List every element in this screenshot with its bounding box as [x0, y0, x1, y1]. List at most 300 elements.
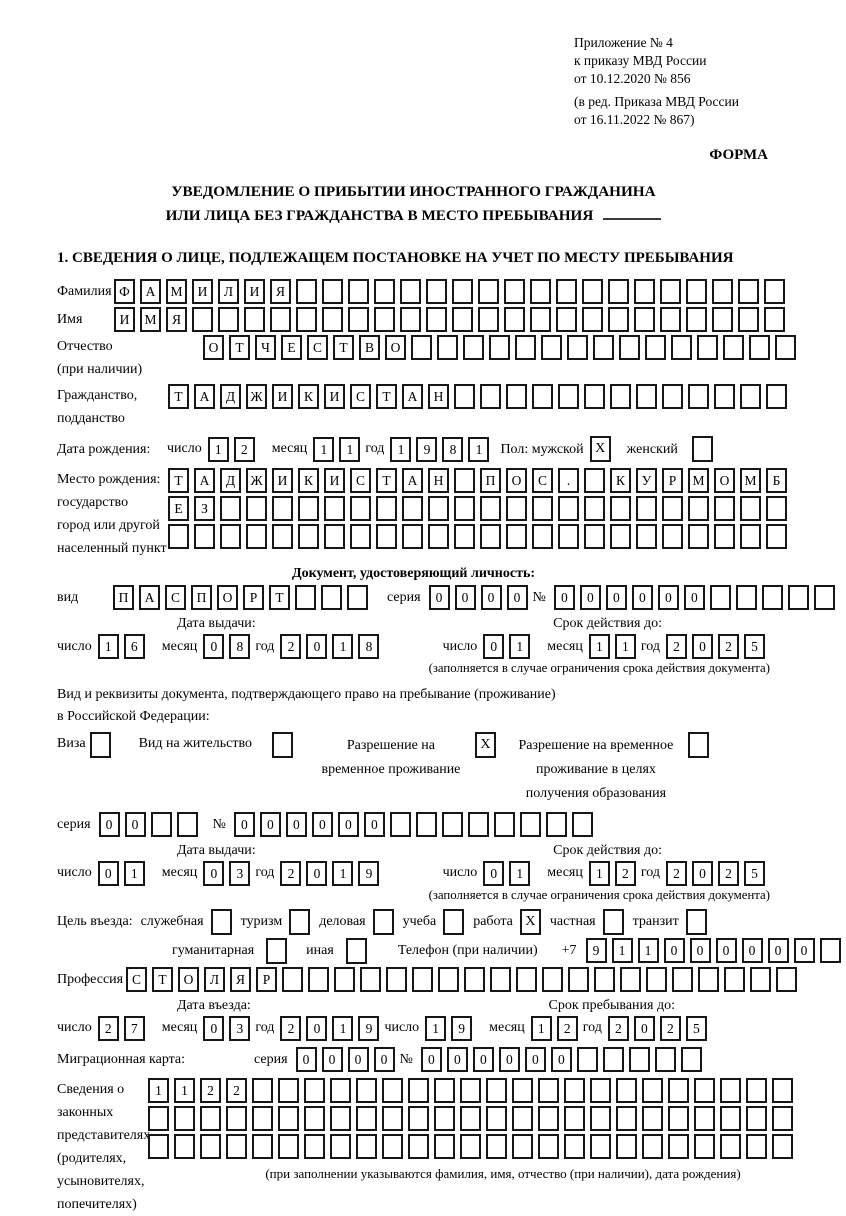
char-cell[interactable]: [608, 307, 629, 332]
char-cell[interactable]: [538, 1134, 559, 1159]
char-cell[interactable]: [437, 335, 458, 360]
char-cell[interactable]: [416, 812, 437, 837]
char-cell[interactable]: О: [714, 468, 735, 493]
char-cell[interactable]: [426, 279, 447, 304]
char-cell[interactable]: С: [165, 585, 186, 610]
char-cell[interactable]: [564, 1106, 585, 1131]
char-cell[interactable]: [740, 384, 761, 409]
char-cell[interactable]: Т: [333, 335, 354, 360]
char-cell[interactable]: И: [324, 468, 345, 493]
char-cell[interactable]: 1: [98, 634, 119, 659]
char-cell[interactable]: [712, 307, 733, 332]
char-cell[interactable]: [220, 524, 241, 549]
char-cell[interactable]: 0: [99, 812, 120, 837]
char-cell[interactable]: 3: [229, 861, 250, 886]
char-cell[interactable]: [772, 1134, 793, 1159]
char-cell[interactable]: 1: [390, 437, 411, 462]
char-cell[interactable]: [382, 1134, 403, 1159]
char-cell[interactable]: [504, 279, 525, 304]
char-cell[interactable]: [324, 496, 345, 521]
char-cell[interactable]: [530, 279, 551, 304]
char-cell[interactable]: [546, 812, 567, 837]
char-cell[interactable]: [200, 1134, 221, 1159]
char-cell[interactable]: [668, 1134, 689, 1159]
char-cell[interactable]: [720, 1078, 741, 1103]
char-cell[interactable]: 2: [718, 634, 739, 659]
purpose-business-checkbox[interactable]: [373, 909, 394, 935]
char-cell[interactable]: [532, 524, 553, 549]
char-cell[interactable]: 0: [421, 1047, 442, 1072]
char-cell[interactable]: [356, 1078, 377, 1103]
char-cell[interactable]: [564, 1078, 585, 1103]
char-cell[interactable]: А: [194, 468, 215, 493]
char-cell[interactable]: [454, 384, 475, 409]
char-cell[interactable]: [694, 1078, 715, 1103]
char-cell[interactable]: [603, 1047, 624, 1072]
char-cell[interactable]: [584, 496, 605, 521]
char-cell[interactable]: [567, 335, 588, 360]
char-cell[interactable]: 0: [296, 1047, 317, 1072]
char-cell[interactable]: [515, 335, 536, 360]
char-cell[interactable]: 1: [509, 861, 530, 886]
char-cell[interactable]: К: [298, 468, 319, 493]
char-cell[interactable]: [572, 812, 593, 837]
char-cell[interactable]: [442, 812, 463, 837]
char-cell[interactable]: 1: [148, 1078, 169, 1103]
char-cell[interactable]: 0: [606, 585, 627, 610]
char-cell[interactable]: [642, 1134, 663, 1159]
char-cell[interactable]: [564, 1134, 585, 1159]
char-cell[interactable]: М: [688, 468, 709, 493]
purpose-transit-checkbox[interactable]: [686, 909, 707, 935]
char-cell[interactable]: Р: [243, 585, 264, 610]
char-cell[interactable]: [698, 967, 719, 992]
char-cell[interactable]: 0: [348, 1047, 369, 1072]
char-cell[interactable]: [486, 1078, 507, 1103]
char-cell[interactable]: [714, 384, 735, 409]
char-cell[interactable]: [634, 279, 655, 304]
char-cell[interactable]: [282, 967, 303, 992]
char-cell[interactable]: [766, 384, 787, 409]
char-cell[interactable]: [464, 967, 485, 992]
char-cell[interactable]: 2: [666, 861, 687, 886]
char-cell[interactable]: [714, 496, 735, 521]
char-cell[interactable]: [386, 967, 407, 992]
char-cell[interactable]: [814, 585, 835, 610]
char-cell[interactable]: [382, 1078, 403, 1103]
char-cell[interactable]: Т: [376, 468, 397, 493]
char-cell[interactable]: [736, 585, 757, 610]
char-cell[interactable]: 0: [306, 861, 327, 886]
char-cell[interactable]: [506, 524, 527, 549]
char-cell[interactable]: С: [350, 468, 371, 493]
char-cell[interactable]: Т: [152, 967, 173, 992]
char-cell[interactable]: 0: [684, 585, 705, 610]
char-cell[interactable]: 0: [634, 1016, 655, 1041]
char-cell[interactable]: [480, 524, 501, 549]
char-cell[interactable]: 2: [608, 1016, 629, 1041]
char-cell[interactable]: 1: [425, 1016, 446, 1041]
char-cell[interactable]: [620, 967, 641, 992]
char-cell[interactable]: [148, 1106, 169, 1131]
char-cell[interactable]: [636, 496, 657, 521]
char-cell[interactable]: 0: [234, 812, 255, 837]
char-cell[interactable]: 0: [768, 938, 789, 963]
char-cell[interactable]: П: [480, 468, 501, 493]
char-cell[interactable]: [655, 1047, 676, 1072]
char-cell[interactable]: 0: [551, 1047, 572, 1072]
char-cell[interactable]: [486, 1106, 507, 1131]
char-cell[interactable]: [200, 1106, 221, 1131]
char-cell[interactable]: [382, 1106, 403, 1131]
char-cell[interactable]: [348, 279, 369, 304]
char-cell[interactable]: [506, 384, 527, 409]
char-cell[interactable]: [324, 524, 345, 549]
char-cell[interactable]: [298, 496, 319, 521]
char-cell[interactable]: [820, 938, 841, 963]
char-cell[interactable]: 0: [794, 938, 815, 963]
char-cell[interactable]: [244, 307, 265, 332]
char-cell[interactable]: [374, 279, 395, 304]
char-cell[interactable]: [636, 524, 657, 549]
char-cell[interactable]: [168, 524, 189, 549]
char-cell[interactable]: А: [402, 468, 423, 493]
char-cell[interactable]: Я: [270, 279, 291, 304]
char-cell[interactable]: [428, 496, 449, 521]
char-cell[interactable]: 0: [690, 938, 711, 963]
char-cell[interactable]: [710, 585, 731, 610]
sex-female-checkbox[interactable]: [692, 436, 713, 462]
char-cell[interactable]: 0: [481, 585, 502, 610]
char-cell[interactable]: П: [113, 585, 134, 610]
char-cell[interactable]: И: [114, 307, 135, 332]
char-cell[interactable]: [660, 279, 681, 304]
char-cell[interactable]: 9: [451, 1016, 472, 1041]
char-cell[interactable]: [616, 1134, 637, 1159]
char-cell[interactable]: З: [194, 496, 215, 521]
char-cell[interactable]: 1: [332, 1016, 353, 1041]
char-cell[interactable]: [174, 1106, 195, 1131]
char-cell[interactable]: [558, 384, 579, 409]
char-cell[interactable]: [686, 307, 707, 332]
char-cell[interactable]: [720, 1106, 741, 1131]
char-cell[interactable]: [506, 496, 527, 521]
char-cell[interactable]: [714, 524, 735, 549]
char-cell[interactable]: К: [610, 468, 631, 493]
char-cell[interactable]: [298, 524, 319, 549]
char-cell[interactable]: Я: [166, 307, 187, 332]
char-cell[interactable]: [584, 468, 605, 493]
char-cell[interactable]: Я: [230, 967, 251, 992]
char-cell[interactable]: Ф: [114, 279, 135, 304]
char-cell[interactable]: [270, 307, 291, 332]
char-cell[interactable]: [304, 1134, 325, 1159]
char-cell[interactable]: 5: [686, 1016, 707, 1041]
char-cell[interactable]: [764, 307, 785, 332]
char-cell[interactable]: Р: [256, 967, 277, 992]
char-cell[interactable]: 0: [473, 1047, 494, 1072]
char-cell[interactable]: 0: [312, 812, 333, 837]
char-cell[interactable]: 8: [358, 634, 379, 659]
char-cell[interactable]: [218, 307, 239, 332]
char-cell[interactable]: [192, 307, 213, 332]
char-cell[interactable]: 0: [554, 585, 575, 610]
char-cell[interactable]: [226, 1106, 247, 1131]
char-cell[interactable]: 0: [203, 1016, 224, 1041]
char-cell[interactable]: О: [178, 967, 199, 992]
char-cell[interactable]: 1: [509, 634, 530, 659]
char-cell[interactable]: [460, 1078, 481, 1103]
char-cell[interactable]: [538, 1106, 559, 1131]
char-cell[interactable]: 1: [589, 634, 610, 659]
char-cell[interactable]: [582, 307, 603, 332]
char-cell[interactable]: 1: [313, 437, 334, 462]
char-cell[interactable]: 0: [525, 1047, 546, 1072]
char-cell[interactable]: 2: [557, 1016, 578, 1041]
char-cell[interactable]: [646, 967, 667, 992]
char-cell[interactable]: [582, 279, 603, 304]
char-cell[interactable]: Д: [220, 468, 241, 493]
char-cell[interactable]: [486, 1134, 507, 1159]
char-cell[interactable]: [348, 307, 369, 332]
char-cell[interactable]: [672, 967, 693, 992]
char-cell[interactable]: [772, 1106, 793, 1131]
char-cell[interactable]: [460, 1134, 481, 1159]
char-cell[interactable]: [558, 496, 579, 521]
char-cell[interactable]: [350, 496, 371, 521]
char-cell[interactable]: 0: [716, 938, 737, 963]
char-cell[interactable]: О: [217, 585, 238, 610]
char-cell[interactable]: 1: [124, 861, 145, 886]
char-cell[interactable]: А: [139, 585, 160, 610]
purpose-tourism-checkbox[interactable]: [289, 909, 310, 935]
char-cell[interactable]: 1: [174, 1078, 195, 1103]
char-cell[interactable]: [610, 524, 631, 549]
char-cell[interactable]: [177, 812, 198, 837]
char-cell[interactable]: [480, 496, 501, 521]
char-cell[interactable]: 0: [483, 861, 504, 886]
char-cell[interactable]: [252, 1134, 273, 1159]
char-cell[interactable]: [400, 307, 421, 332]
char-cell[interactable]: [662, 384, 683, 409]
char-cell[interactable]: 1: [612, 938, 633, 963]
char-cell[interactable]: [478, 279, 499, 304]
char-cell[interactable]: 0: [483, 634, 504, 659]
char-cell[interactable]: Ж: [246, 384, 267, 409]
char-cell[interactable]: [494, 812, 515, 837]
char-cell[interactable]: [330, 1134, 351, 1159]
char-cell[interactable]: 0: [658, 585, 679, 610]
char-cell[interactable]: М: [740, 468, 761, 493]
char-cell[interactable]: [688, 496, 709, 521]
char-cell[interactable]: С: [532, 468, 553, 493]
char-cell[interactable]: 1: [332, 634, 353, 659]
char-cell[interactable]: С: [307, 335, 328, 360]
char-cell[interactable]: 0: [260, 812, 281, 837]
char-cell[interactable]: [738, 279, 759, 304]
char-cell[interactable]: Т: [376, 384, 397, 409]
purpose-study-checkbox[interactable]: [443, 909, 464, 935]
char-cell[interactable]: 0: [429, 585, 450, 610]
char-cell[interactable]: 5: [744, 861, 765, 886]
char-cell[interactable]: [272, 524, 293, 549]
char-cell[interactable]: [694, 1106, 715, 1131]
char-cell[interactable]: [504, 307, 525, 332]
char-cell[interactable]: [174, 1134, 195, 1159]
char-cell[interactable]: [334, 967, 355, 992]
temp-residence-checkbox[interactable]: X: [475, 732, 496, 758]
char-cell[interactable]: 6: [124, 634, 145, 659]
char-cell[interactable]: 0: [203, 861, 224, 886]
char-cell[interactable]: 0: [306, 634, 327, 659]
char-cell[interactable]: [400, 279, 421, 304]
char-cell[interactable]: [408, 1078, 429, 1103]
char-cell[interactable]: А: [194, 384, 215, 409]
char-cell[interactable]: [577, 1047, 598, 1072]
char-cell[interactable]: [426, 307, 447, 332]
char-cell[interactable]: [252, 1106, 273, 1131]
char-cell[interactable]: [454, 496, 475, 521]
char-cell[interactable]: [390, 812, 411, 837]
char-cell[interactable]: [532, 496, 553, 521]
char-cell[interactable]: 0: [499, 1047, 520, 1072]
char-cell[interactable]: [720, 1134, 741, 1159]
char-cell[interactable]: [532, 384, 553, 409]
char-cell[interactable]: 1: [589, 861, 610, 886]
char-cell[interactable]: И: [272, 384, 293, 409]
visa-checkbox[interactable]: [90, 732, 111, 758]
char-cell[interactable]: [590, 1106, 611, 1131]
char-cell[interactable]: И: [244, 279, 265, 304]
sex-male-checkbox[interactable]: X: [590, 436, 611, 462]
char-cell[interactable]: [347, 585, 368, 610]
char-cell[interactable]: 0: [125, 812, 146, 837]
char-cell[interactable]: [452, 307, 473, 332]
char-cell[interactable]: [412, 967, 433, 992]
char-cell[interactable]: [762, 585, 783, 610]
char-cell[interactable]: [512, 1106, 533, 1131]
char-cell[interactable]: [636, 384, 657, 409]
char-cell[interactable]: У: [636, 468, 657, 493]
char-cell[interactable]: [304, 1106, 325, 1131]
char-cell[interactable]: 9: [358, 1016, 379, 1041]
char-cell[interactable]: [516, 967, 537, 992]
char-cell[interactable]: [746, 1106, 767, 1131]
char-cell[interactable]: 2: [200, 1078, 221, 1103]
char-cell[interactable]: [776, 967, 797, 992]
char-cell[interactable]: 2: [98, 1016, 119, 1041]
char-cell[interactable]: Т: [229, 335, 250, 360]
char-cell[interactable]: О: [203, 335, 224, 360]
char-cell[interactable]: 2: [660, 1016, 681, 1041]
char-cell[interactable]: 5: [744, 634, 765, 659]
char-cell[interactable]: [723, 335, 744, 360]
char-cell[interactable]: [619, 335, 640, 360]
char-cell[interactable]: [556, 307, 577, 332]
char-cell[interactable]: [512, 1134, 533, 1159]
char-cell[interactable]: [322, 307, 343, 332]
char-cell[interactable]: 0: [322, 1047, 343, 1072]
char-cell[interactable]: [512, 1078, 533, 1103]
char-cell[interactable]: .: [558, 468, 579, 493]
char-cell[interactable]: [530, 307, 551, 332]
char-cell[interactable]: О: [385, 335, 406, 360]
char-cell[interactable]: 2: [280, 634, 301, 659]
char-cell[interactable]: [740, 524, 761, 549]
char-cell[interactable]: [645, 335, 666, 360]
char-cell[interactable]: [590, 1078, 611, 1103]
char-cell[interactable]: С: [126, 967, 147, 992]
char-cell[interactable]: А: [140, 279, 161, 304]
char-cell[interactable]: [694, 1134, 715, 1159]
char-cell[interactable]: Т: [269, 585, 290, 610]
char-cell[interactable]: [252, 1078, 273, 1103]
char-cell[interactable]: М: [140, 307, 161, 332]
char-cell[interactable]: 1: [638, 938, 659, 963]
char-cell[interactable]: 1: [208, 437, 229, 462]
char-cell[interactable]: [295, 585, 316, 610]
char-cell[interactable]: [226, 1134, 247, 1159]
char-cell[interactable]: [376, 524, 397, 549]
char-cell[interactable]: [438, 967, 459, 992]
char-cell[interactable]: [356, 1106, 377, 1131]
char-cell[interactable]: [590, 1134, 611, 1159]
char-cell[interactable]: [766, 524, 787, 549]
char-cell[interactable]: [330, 1106, 351, 1131]
char-cell[interactable]: Т: [168, 384, 189, 409]
char-cell[interactable]: [374, 307, 395, 332]
char-cell[interactable]: 0: [580, 585, 601, 610]
char-cell[interactable]: 8: [442, 437, 463, 462]
char-cell[interactable]: [452, 279, 473, 304]
char-cell[interactable]: [246, 496, 267, 521]
purpose-other-checkbox[interactable]: [346, 938, 367, 964]
char-cell[interactable]: Н: [428, 468, 449, 493]
purpose-official-checkbox[interactable]: [211, 909, 232, 935]
char-cell[interactable]: [490, 967, 511, 992]
char-cell[interactable]: [272, 496, 293, 521]
char-cell[interactable]: [584, 384, 605, 409]
char-cell[interactable]: [402, 496, 423, 521]
char-cell[interactable]: Р: [662, 468, 683, 493]
char-cell[interactable]: [738, 307, 759, 332]
char-cell[interactable]: [750, 967, 771, 992]
char-cell[interactable]: [584, 524, 605, 549]
char-cell[interactable]: [538, 1078, 559, 1103]
char-cell[interactable]: [642, 1106, 663, 1131]
char-cell[interactable]: 2: [226, 1078, 247, 1103]
char-cell[interactable]: [330, 1078, 351, 1103]
char-cell[interactable]: Б: [766, 468, 787, 493]
char-cell[interactable]: 0: [203, 634, 224, 659]
char-cell[interactable]: Н: [428, 384, 449, 409]
residence-permit-checkbox[interactable]: [272, 732, 293, 758]
purpose-humanitarian-checkbox[interactable]: [266, 938, 287, 964]
char-cell[interactable]: 0: [455, 585, 476, 610]
char-cell[interactable]: [662, 524, 683, 549]
char-cell[interactable]: [151, 812, 172, 837]
char-cell[interactable]: 1: [468, 437, 489, 462]
char-cell[interactable]: 7: [124, 1016, 145, 1041]
char-cell[interactable]: 0: [742, 938, 763, 963]
char-cell[interactable]: [594, 967, 615, 992]
char-cell[interactable]: 1: [339, 437, 360, 462]
char-cell[interactable]: [616, 1078, 637, 1103]
char-cell[interactable]: [740, 496, 761, 521]
char-cell[interactable]: [610, 384, 631, 409]
char-cell[interactable]: [194, 524, 215, 549]
char-cell[interactable]: [746, 1134, 767, 1159]
